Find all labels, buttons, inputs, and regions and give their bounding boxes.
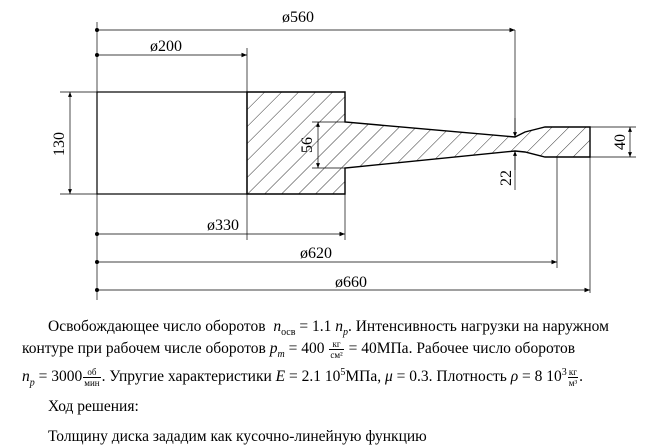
hub-rectangle	[97, 92, 247, 194]
fraction-ob-min: $\frac{об}{\text{мин}}$	[84, 367, 100, 389]
paragraph-speed: Освобождающее число оборотов $n_{осв} = 1.1$ $n_p$. Интенсивность нагрузки на наружном	[48, 318, 609, 339]
dim-h56: 56	[299, 137, 316, 153]
dim-d620: ø620	[300, 245, 332, 262]
paragraph-properties: $n_p = 3000$ $\frac{об}{\text{мин}}$ . Упругие характеристики E = 2.1 $10^5МПа$, μ = 0.3. Плотность ρ = 8 $10^3$ $\frac{кг}{\text{м³}}$ .	[22, 367, 584, 389]
fraction-kg-m3: $\frac{кг}{\text{м³}}$	[568, 367, 578, 389]
paragraph-solution-heading: Ход решения:	[48, 398, 139, 415]
dim-h130: 130	[51, 132, 68, 156]
paragraph-load: контуре при рабочем числе оборотов $p_m = 400$ $\frac{кг}{\text{см²}}$ = 40МПа. Рабочее число оборотов	[22, 338, 576, 361]
dim-d660: ø660	[335, 274, 367, 291]
fraction-kg-cm2: $\frac{кг}{\text{см²}}$	[330, 338, 343, 360]
dim-d330: ø330	[207, 217, 239, 234]
paragraph-thickness: Толщину диска зададим как кусочно-линейную функцию	[48, 428, 427, 445]
dim-d200: ø200	[150, 38, 182, 55]
dim-h40: 40	[612, 134, 629, 150]
dim-h22: 22	[498, 170, 515, 186]
dim-d560: ø560	[282, 9, 314, 26]
